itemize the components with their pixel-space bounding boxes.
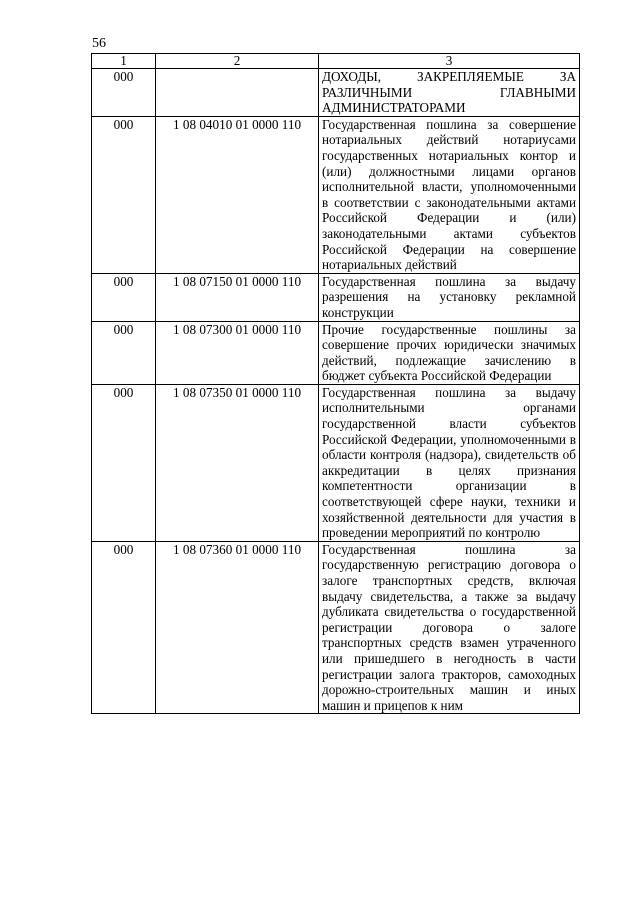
table-header-row: [92, 54, 580, 69]
revenue-name-cell: Государственная пошлина за государственную регистрацию договора о залоге транспортных средств, включая выдачу свидетельства, а также за выдачу дубликата свидетельства о государственной регистрации договора о залоге транспортных средств взамен утраченного или пришедшего в негодность в части регистрации залога тракторов, самоходных дорожно-строительных машин и иных машин и прицепов к ним: [319, 541, 580, 714]
revenue-name-cell: ДОХОДЫ, ЗАКРЕПЛЯЕМЫЕ ЗА РАЗЛИЧНЫМИ ГЛАВНЫМИ АДМИНИСТРАТОРАМИ: [319, 69, 580, 117]
kbk-cell: 1 08 07350 01 0000 110: [156, 384, 319, 541]
kbk-cell: 1 08 04010 01 0000 110: [156, 116, 319, 273]
table-row: [92, 116, 580, 273]
admin-code-cell: 000: [92, 321, 156, 384]
table-row: [92, 69, 580, 117]
column-header-kbk: 2: [156, 54, 319, 69]
revenue-name-cell: Государственная пошлина за выдачу разрешения на установку рекламной конструкции: [319, 273, 580, 321]
table-row: [92, 273, 580, 321]
admin-code-cell: 000: [92, 541, 156, 714]
column-header-admin-code: 1: [92, 54, 156, 69]
revenue-table: [91, 53, 580, 714]
kbk-cell: [156, 69, 319, 117]
page-number: 56: [92, 36, 106, 51]
table-row: [92, 321, 580, 384]
kbk-cell: 1 08 07360 01 0000 110: [156, 541, 319, 714]
admin-code-cell: 000: [92, 116, 156, 273]
admin-code-cell: 000: [92, 384, 156, 541]
revenue-name-cell: Прочие государственные пошлины за совершение прочих юридически значимых действий, подлежащие зачислению в бюджет субъекта Российской Федерации: [319, 321, 580, 384]
revenue-name-cell: Государственная пошлина за совершение нотариальных действий нотариусами государственных нотариальных контор и (или) должностными лицами органов исполнительной власти, уполномоченными в соответствии с законодательными актами Российской Федерации и (или) законодательными актами субъектов Российской Федерации на совершение нотариальных действий: [319, 116, 580, 273]
kbk-cell: 1 08 07150 01 0000 110: [156, 273, 319, 321]
kbk-cell: 1 08 07300 01 0000 110: [156, 321, 319, 384]
admin-code-cell: 000: [92, 273, 156, 321]
admin-code-cell: 000: [92, 69, 156, 117]
revenue-name-cell: Государственная пошлина за выдачу исполнительными органами государственной власти субъектов Российской Федерации, уполномоченными в области контроля (надзора), свидетельств об аккредитации в целях признания компетентности организации в соответствующей сфере науки, техники и хозяйственной деятельности для участия в проведении мероприятий по контролю: [319, 384, 580, 541]
table-row: [92, 541, 580, 714]
column-header-name: 3: [319, 54, 580, 69]
table-row: [92, 384, 580, 541]
